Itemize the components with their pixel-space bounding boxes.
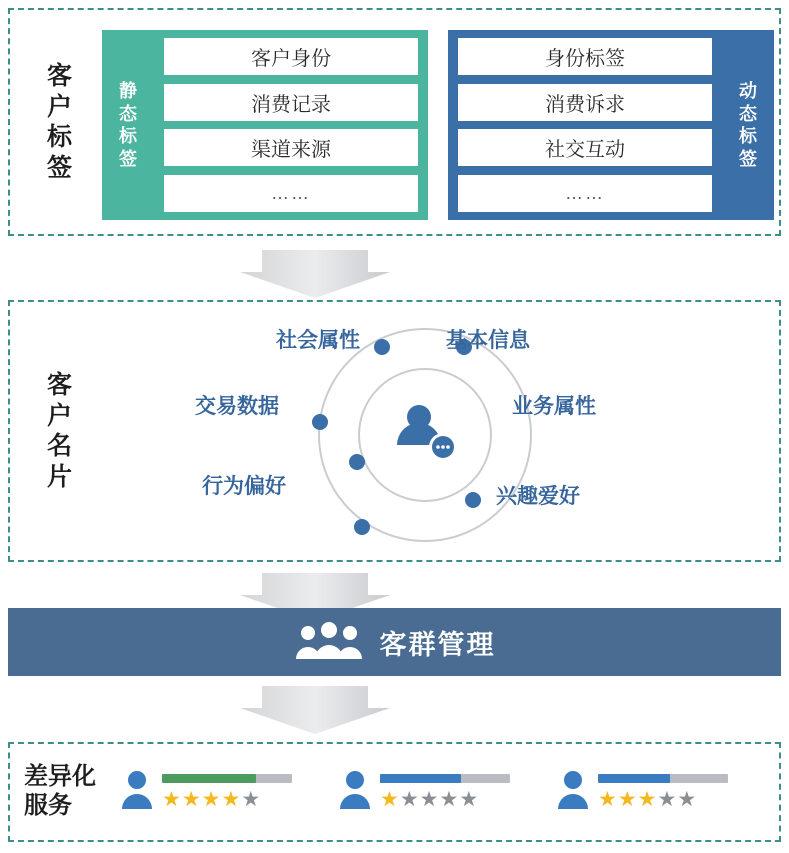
- static-tags-side-label: [102, 30, 154, 220]
- rating-stars: ★★★★★: [598, 788, 698, 811]
- dynamic-tag-row: 消费诉求: [458, 84, 712, 121]
- customer-tags-section: [8, 8, 781, 236]
- people-group-icon: [294, 621, 364, 663]
- dynamic-tags-rows: [448, 30, 722, 220]
- progress-bar: [380, 774, 510, 783]
- progress-bar-fill: [598, 774, 670, 783]
- down-arrow-icon: [240, 250, 390, 298]
- profile-orbit-diagram: [150, 302, 770, 560]
- service-item: [120, 769, 338, 816]
- progress-bar-fill: [162, 774, 256, 783]
- static-tag-row: 客户身份: [164, 38, 418, 75]
- orbit-label-basic-info: 基本信息: [446, 329, 530, 352]
- customer-group-management-bar: [8, 608, 781, 676]
- dynamic-tag-row: 社交互动: [458, 129, 712, 166]
- person-icon: [556, 769, 590, 816]
- dynamic-tag-row-more: ……: [458, 175, 712, 212]
- orbit-label-interests: 兴趣爱好: [496, 485, 580, 508]
- static-tags-panel: [102, 30, 428, 220]
- progress-bar-fill: [380, 774, 461, 783]
- progress-bar: [598, 774, 728, 783]
- differentiated-service-section: [8, 742, 781, 842]
- service-meters: [380, 774, 510, 810]
- person-icon: [120, 769, 154, 816]
- dynamic-tags-panel: [448, 30, 774, 220]
- rating-stars: ★★★★★: [380, 788, 480, 811]
- static-tags-side-label-text: 静 态 标 签: [119, 81, 137, 169]
- customer-profile-section-label: 客 户 名 片: [46, 371, 73, 491]
- static-tags-rows: [154, 30, 428, 220]
- rating-stars: ★★★★★: [162, 788, 262, 811]
- user-avatar-icon: [397, 405, 457, 461]
- service-item-list: [120, 744, 775, 840]
- service-item: [338, 769, 556, 816]
- static-tag-row: 渠道来源: [164, 129, 418, 166]
- dynamic-tags-side-label-text: 动 态 标 签: [739, 81, 757, 169]
- progress-bar: [162, 774, 292, 783]
- static-tag-row: 消费记录: [164, 84, 418, 121]
- orbit-label-social-attribute: 社会属性: [276, 329, 360, 352]
- service-item: [556, 769, 774, 816]
- customer-group-management-label: 客群管理: [379, 629, 496, 660]
- service-meters: [598, 774, 728, 810]
- customer-tags-section-label: 客 户 标 签: [46, 62, 73, 182]
- service-meters: [162, 774, 292, 810]
- orbit-label-transaction-data: 交易数据: [195, 395, 279, 418]
- person-icon: [338, 769, 372, 816]
- orbit-label-behavior-preference: 行为偏好: [202, 475, 286, 498]
- customer-profile-section: [8, 300, 781, 562]
- dynamic-tag-row: 身份标签: [458, 38, 712, 75]
- dynamic-tags-side-label: [722, 30, 774, 220]
- static-tag-row-more: ……: [164, 175, 418, 212]
- down-arrow-icon: [240, 686, 390, 734]
- orbit-label-business-attribute: 业务属性: [512, 395, 596, 418]
- differentiated-service-label: 差异化 服务: [24, 763, 96, 819]
